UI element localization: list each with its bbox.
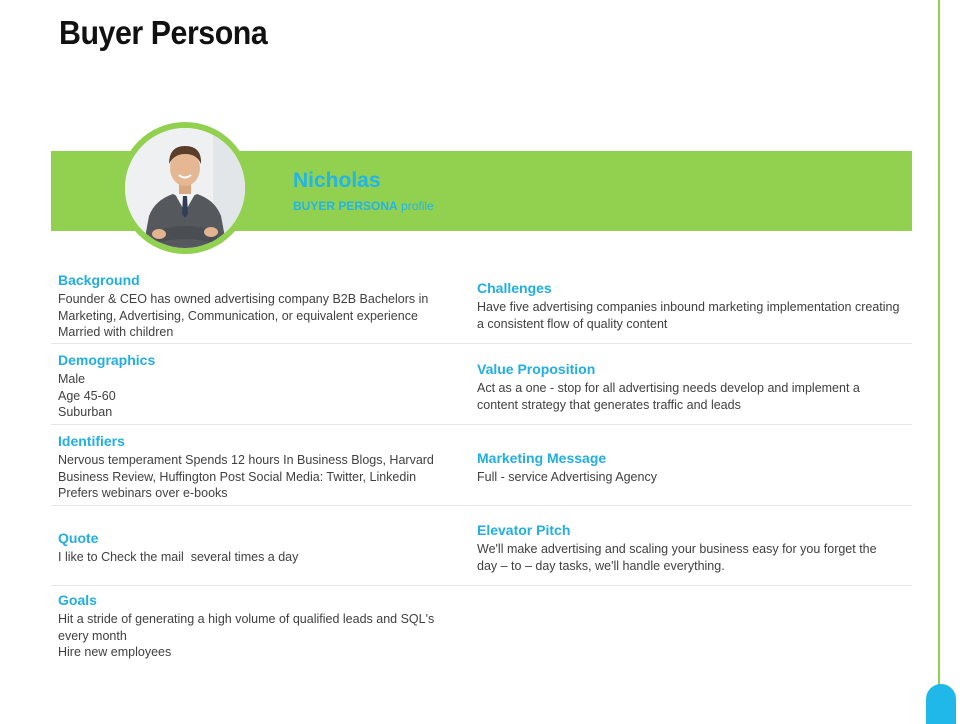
quote-heading: Quote bbox=[58, 530, 99, 546]
goals-line: Hire new employees bbox=[58, 645, 172, 659]
persona-subtitle-rest: profile bbox=[401, 199, 434, 213]
marketing-message-section bbox=[477, 450, 909, 486]
background-line: Marketing, Advertising, Communication, or equivalent experience bbox=[58, 308, 418, 323]
row-divider bbox=[51, 343, 912, 344]
goals-heading: Goals bbox=[58, 592, 97, 608]
background-heading: Background bbox=[58, 272, 140, 288]
marketing-message-line: Full - service Advertising Agency bbox=[477, 470, 657, 484]
value-proposition-line: content strategy that generates traffic and leads bbox=[477, 397, 741, 412]
identifiers-section bbox=[58, 433, 458, 502]
demographics-heading: Demographics bbox=[58, 352, 156, 368]
background-line: Married with children bbox=[58, 325, 174, 339]
identifiers-line: Business Review, Huffington Post Social Media: Twitter, Linkedin bbox=[58, 469, 417, 484]
row-divider bbox=[51, 424, 912, 425]
identifiers-line: Prefers webinars over e-books bbox=[58, 486, 228, 500]
persona-name: Nicholas bbox=[293, 169, 381, 192]
marketing-message-heading: Marketing Message bbox=[477, 450, 607, 466]
background-line: Founder & CEO has owned advertising company B2B Bachelors in bbox=[58, 292, 429, 306]
identifiers-line: Nervous temperament Spends 12 hours In Business Blogs, Harvard bbox=[58, 453, 434, 467]
quote-line: I like to Check the mail several times a day bbox=[58, 550, 299, 564]
goals-line: every month bbox=[58, 628, 127, 643]
value-proposition-section bbox=[477, 361, 909, 413]
persona-subtitle-strong: BUYER PERSONA bbox=[293, 199, 398, 213]
row-divider bbox=[51, 585, 912, 586]
demographics-line: Suburban bbox=[58, 405, 113, 419]
businessman-photo-icon bbox=[125, 128, 245, 248]
right-accent-rule bbox=[938, 0, 940, 692]
goals-line: Hit a stride of generating a high volume of qualified leads and SQL's bbox=[58, 612, 435, 626]
elevator-pitch-section bbox=[477, 522, 909, 574]
page-title: Buyer Persona bbox=[59, 14, 268, 51]
demographics-section bbox=[58, 352, 458, 421]
challenges-heading: Challenges bbox=[477, 280, 552, 296]
value-proposition-line: Act as a one - stop for all advertising needs develop and implement a bbox=[477, 381, 860, 395]
identifiers-heading: Identifiers bbox=[58, 433, 125, 449]
businessman-photo bbox=[125, 128, 245, 248]
demographics-line: Age 45-60 bbox=[58, 388, 116, 403]
goals-section bbox=[58, 592, 458, 661]
background-section bbox=[58, 272, 458, 341]
challenges-line: Have five advertising companies inbound marketing implementation creating bbox=[477, 300, 900, 314]
value-proposition-heading: Value Proposition bbox=[477, 361, 596, 377]
challenges-section bbox=[477, 280, 909, 332]
demographics-line: Male bbox=[58, 372, 86, 386]
quote-section bbox=[58, 530, 458, 566]
elevator-pitch-heading: Elevator Pitch bbox=[477, 522, 571, 538]
persona-subtitle bbox=[293, 199, 434, 213]
corner-tab bbox=[926, 684, 956, 724]
elevator-pitch-line: We'll make advertising and scaling your business easy for you forget the bbox=[477, 542, 877, 556]
challenges-line: a consistent flow of quality content bbox=[477, 316, 668, 331]
elevator-pitch-line: day – to – day tasks, we'll handle everything. bbox=[477, 558, 725, 573]
row-divider bbox=[51, 505, 912, 506]
